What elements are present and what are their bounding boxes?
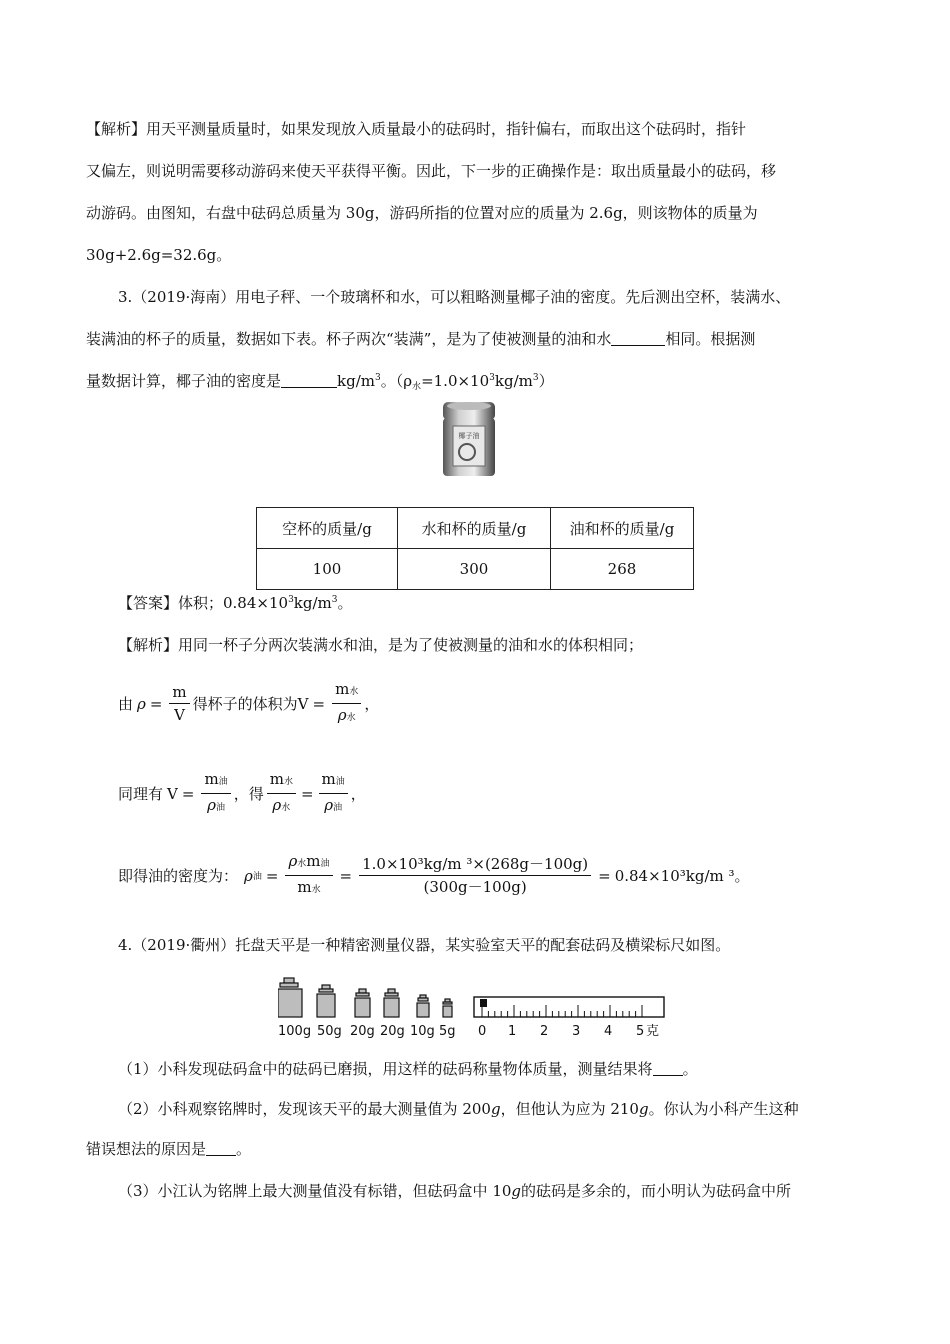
ruler-tick-label: 3: [572, 1024, 581, 1039]
analysis-line-1: 【解析】用天平测量质量时，如果发现放入质量最小的砝码时，指针偏右，而取出这个砝码时，指针: [86, 120, 747, 138]
ruler-tick-label: 1: [508, 1024, 517, 1039]
weight-label: 50g: [317, 1024, 342, 1039]
table-header-cell: 空杯的质量/g: [257, 508, 398, 549]
weights-and-ruler-figure: [278, 975, 670, 1041]
table-cell: 268: [551, 549, 694, 590]
analysis-line-4: 30g+2.6g=32.6g。: [86, 246, 232, 264]
table-cell: 100: [257, 549, 398, 590]
mass-data-table: [256, 507, 694, 590]
table-header-row: [257, 508, 694, 549]
question3-line-3: 量数据计算，椰子油的密度是 $kg/m^3$。$(\rho_水=1.0\times 10^3kg/m^3)$: [86, 372, 554, 392]
weight-label: 20g: [350, 1024, 375, 1039]
question4-part-1: （1）小科发现砝码盒中的砝码已磨损，用这样的砝码称量物体质量，测量结果将 。: [118, 1060, 698, 1078]
answer-blank: [281, 373, 337, 388]
ruler-tick-label: 0: [478, 1024, 487, 1039]
weight-label: 20g: [380, 1024, 405, 1039]
formula-oil-density: 即得油的密度为： ρ 油 = $\frac{\text{ρ水m油}}{\text{m水}}$ = $\frac{\text{1.0×10³kg/m ³×(268g－100g)}}{(300g-100g)}$ = 0.84×10³kg/m ³ 。: [118, 852, 750, 896]
answer-blank: [653, 1061, 683, 1076]
weight-label: 5g: [439, 1024, 456, 1039]
question3-line-2: 装满油的杯子的质量，数据如下表。杯子两次“装满”，是为了使被测量的油和水 相同。根据测: [86, 330, 756, 348]
weight-label: 10g: [410, 1024, 435, 1039]
table-cell: 300: [398, 549, 551, 590]
question3-line-1: 3.（2019·海南）用电子秤、一个玻璃杯和水，可以粗略测量椰子油的密度。先后测出空杯，装满水、: [118, 288, 791, 306]
answer-blank: [206, 1141, 236, 1156]
ruler-tick-label: 2: [540, 1024, 549, 1039]
analysis-line-2: 又偏左，则说明需要移动游码来使天平获得平衡。因此，下一步的正确操作是：取出质量最小的砝码，移: [86, 162, 777, 180]
question4-part-2-cont: 错误想法的原因是 。: [86, 1140, 252, 1158]
ruler-unit-label: 克: [646, 1024, 660, 1039]
formula-volume: 由 ρ = $\frac{m}{V}$ 得杯子的体积为 V = $\frac{\text{m水}}{\text{ρ水}}$ ，: [118, 680, 380, 724]
weight-label: 100g: [278, 1024, 312, 1039]
table-row: [257, 549, 694, 590]
jar-label: 椰子油: [458, 432, 480, 440]
question4-line-1: 4.（2019·衢州）托盘天平是一种精密测量仪器，某实验室天平的配套砝码及横梁标尺如图。: [118, 936, 731, 954]
answer-line: 【答案】体积；$0.84\times 10^3kg/m^3$。: [118, 594, 353, 612]
analysis2-line-1: 【解析】用同一杯子分两次装满水和油，是为了使被测量的油和水的体积相同；: [118, 636, 644, 654]
beam-ruler: [474, 997, 664, 1039]
table-header-cell: 水和杯的质量/g: [398, 508, 551, 549]
formula-equal-volume: 同理有 V = $\frac{\text{m油}}{\text{ρ油}}$ ，得 $\frac{\text{m水}}{\text{ρ水}}$ = $\frac{\text{m油}}{\text{ρ油}}$ ，: [118, 770, 366, 814]
ruler-tick-label: 4: [604, 1024, 613, 1039]
answer-blank: [611, 331, 665, 346]
question4-part-2: （2）小科观察铭牌时，发现该天平的最大测量值为 200g，但他认为应为 210g。你认为小科产生这种: [118, 1100, 799, 1118]
coconut-oil-jar-image: [437, 400, 501, 480]
question4-part-3: （3）小江认为铭牌上最大测量值没有标错，但砝码盒中 10g的砝码是多余的，而小明认为砝码盒中所: [118, 1182, 792, 1200]
analysis-line-3: 动游码。由图知，右盘中砝码总质量为 30g，游码所指的位置对应的质量为 2.6g，则该物体的质量为: [86, 204, 758, 222]
table-header-cell: 油和杯的质量/g: [551, 508, 694, 549]
weight-labels: [278, 1024, 456, 1039]
ruler-tick-label: 5: [636, 1024, 645, 1039]
